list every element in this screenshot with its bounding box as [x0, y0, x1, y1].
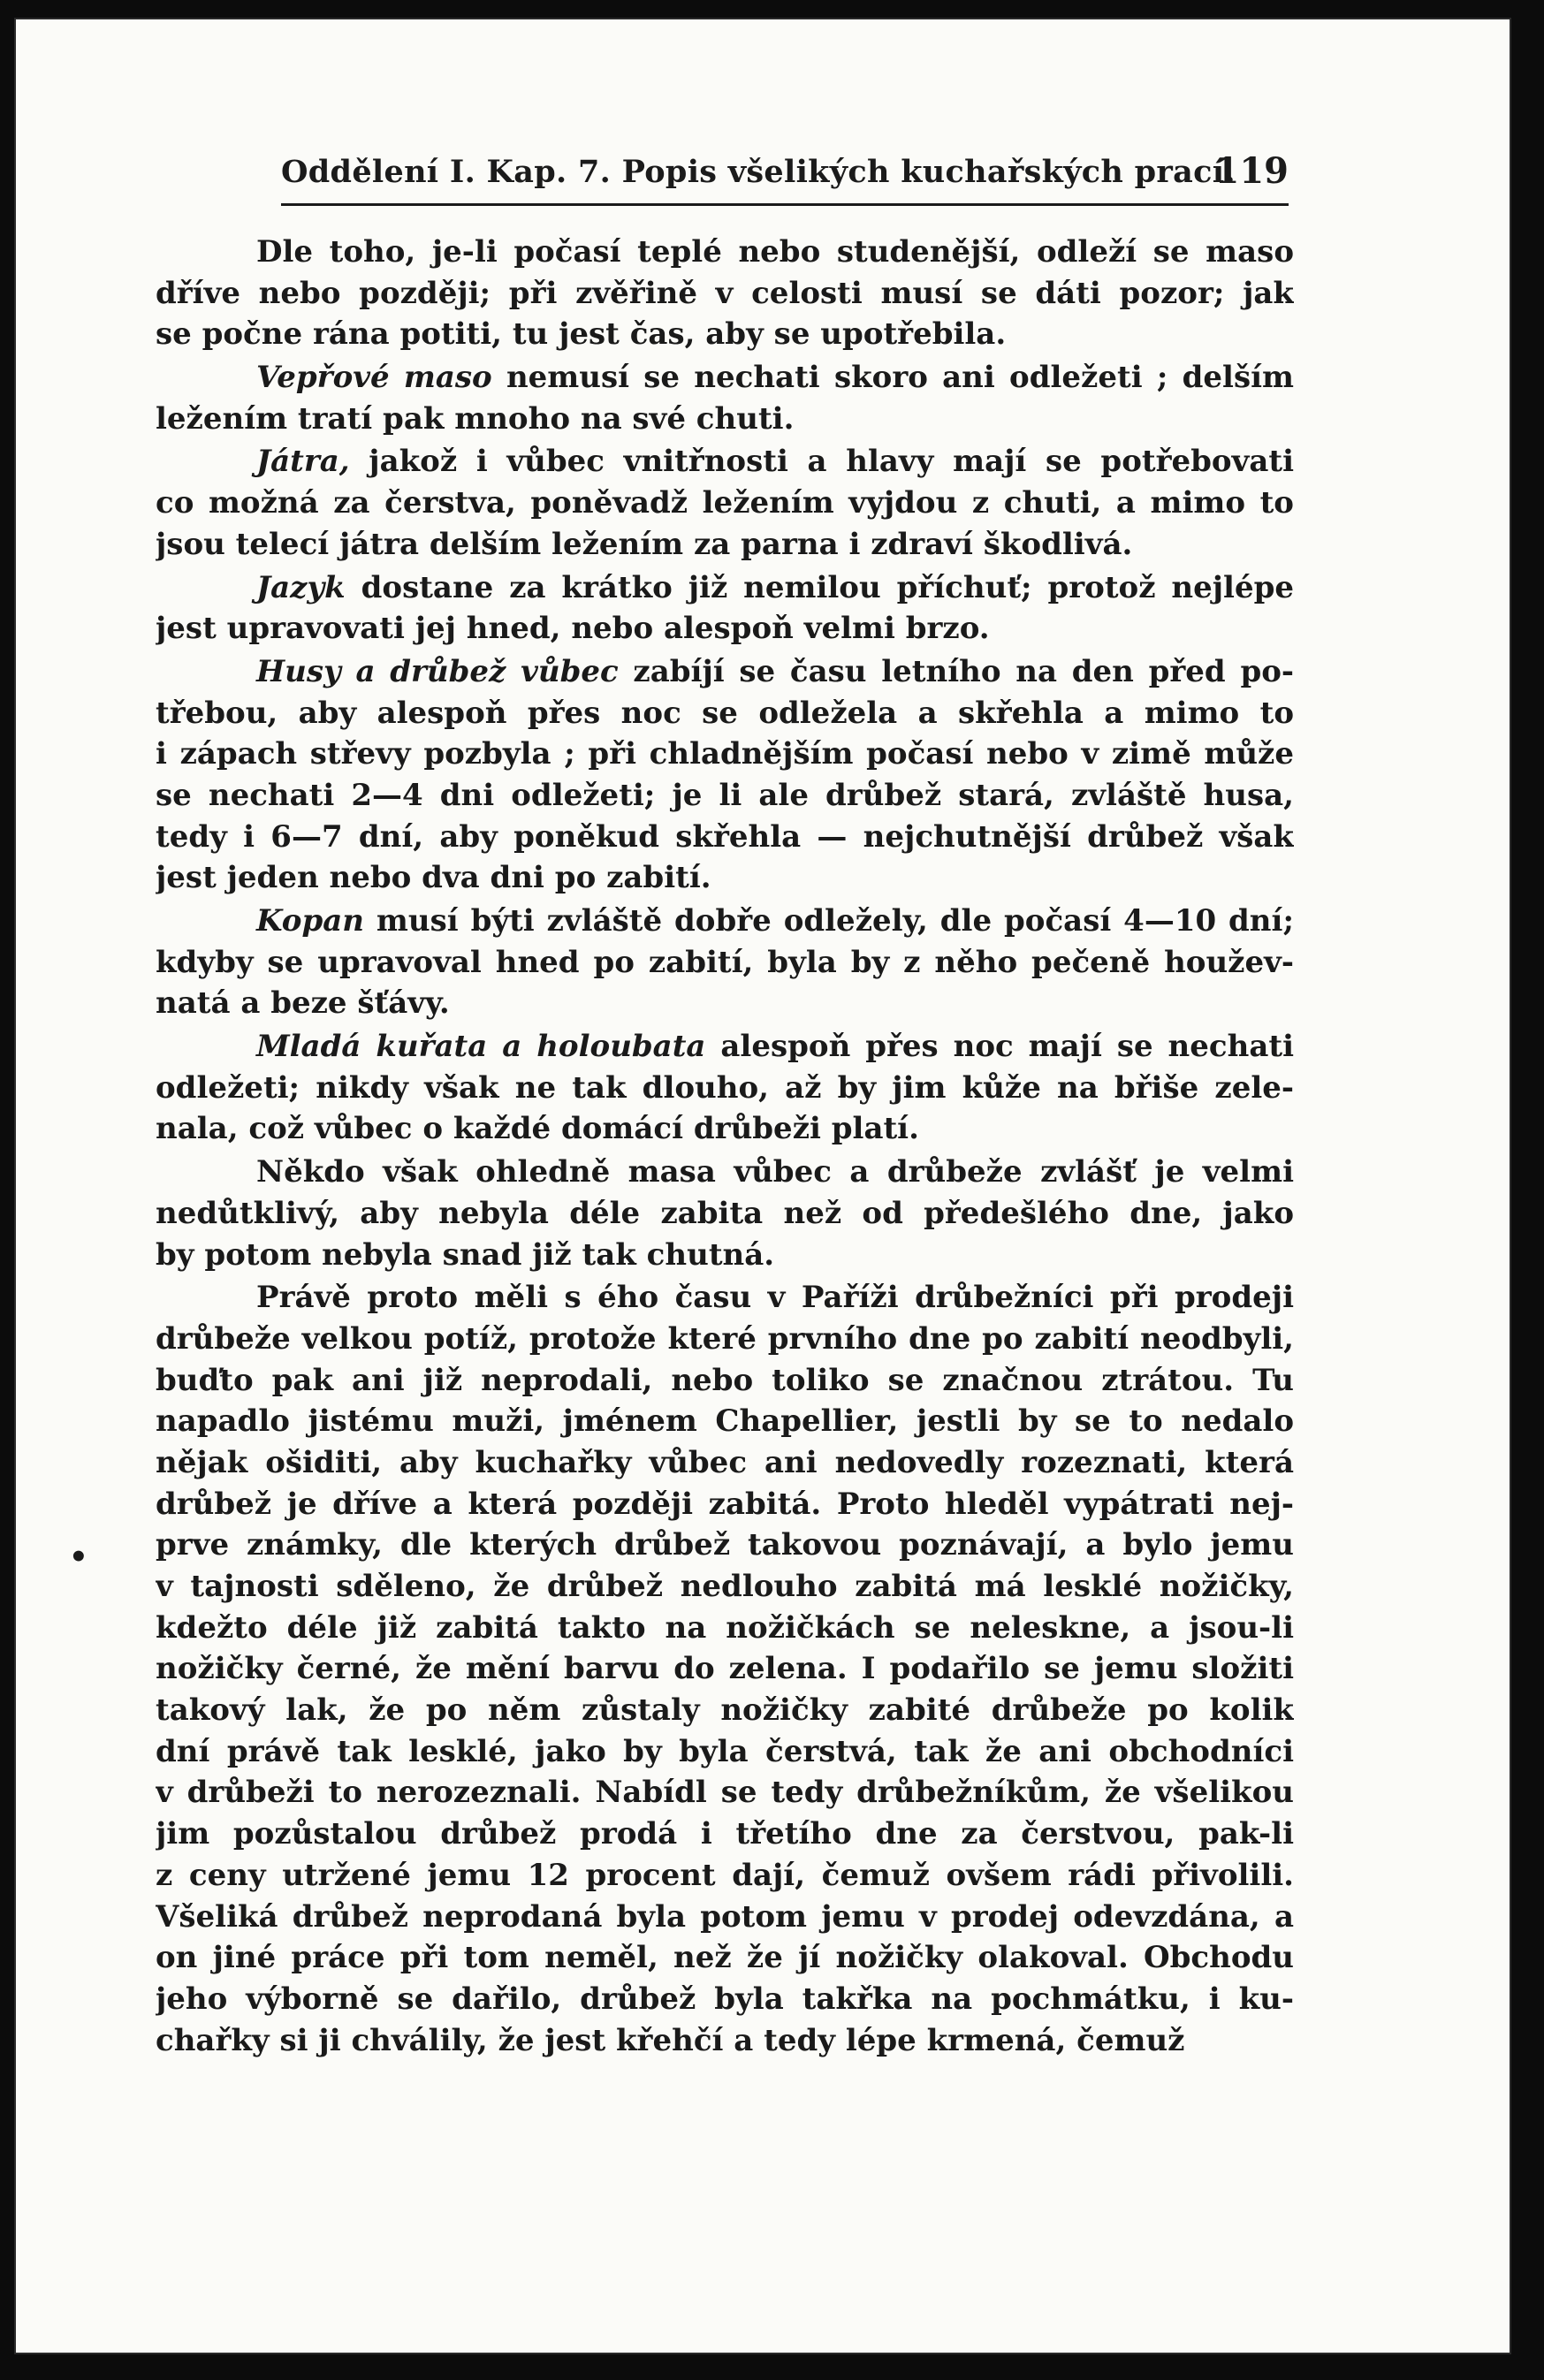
text-line — [156, 1979, 1294, 2020]
line-text: zabíjí se času letního na den před po- — [618, 653, 1294, 689]
text-line — [156, 1814, 1294, 1855]
page-number: 119 — [1214, 150, 1289, 192]
line-text: i zápach střevy pozbyla ; při chladnějším počasí nebo v zimě může — [156, 736, 1294, 772]
line-text: nedůtklivý, aby nebyla déle zabita než od předešlého dne, jako — [156, 1195, 1294, 1231]
text-line — [156, 1235, 1294, 1276]
paragraph-lead: Jazyk — [256, 569, 346, 605]
text-line — [156, 1108, 1294, 1150]
text-line — [156, 441, 1294, 483]
line-text: jim pozůstalou drůbež prodá i třetího dne za čerstvou, pak-li — [156, 1816, 1294, 1852]
text-line — [156, 524, 1294, 566]
text-line — [156, 1026, 1294, 1068]
text-line — [156, 1360, 1294, 1402]
text-line — [156, 232, 1294, 273]
line-text: drůbež je dříve a která později zabitá. Proto hleděl vypátrati nej- — [156, 1486, 1294, 1522]
line-text: jsou telecí játra delším ležením za parna i zdraví škodlivá. — [156, 526, 1133, 562]
running-title: Oddělení I. Kap. 7. Popis všelikých kuchařských prací. — [281, 154, 1236, 190]
line-text: kdežto déle již zabitá takto na nožičkách se neleskne, a jsou-li — [156, 1609, 1294, 1646]
line-text: on jiné práce při tom neměl, než že jí nožičky olakoval. Obchodu — [156, 1940, 1294, 1976]
text-line — [156, 1277, 1294, 1319]
line-text: tedy i 6—7 dní, aby poněkud skřehla — nejchutnější drůbež však — [156, 818, 1294, 855]
line-text: Právě proto měli s ého času v Paříži drůbežníci při prodeji — [256, 1280, 1294, 1316]
paragraph — [156, 357, 1294, 439]
line-text: nemusí se nechati skoro ani odležeti ; delším — [491, 360, 1294, 396]
text-line — [156, 357, 1294, 399]
line-text: buďto pak ani již neprodali, nebo toliko se značnou ztrátou. Tu — [156, 1362, 1294, 1398]
text-line — [156, 1193, 1294, 1235]
paragraph-lead: Husy a drůbež vůbec — [256, 653, 619, 689]
text-line — [156, 901, 1294, 942]
line-text: odležeti; nikdy však ne tak dlouho, až by jim kůže na břiše zele- — [156, 1069, 1294, 1106]
paragraph — [156, 232, 1294, 355]
paragraph-lead: Játra, — [256, 444, 350, 480]
line-text: se nechati 2—4 dni odležeti; je li ale drůbež stará, zvláště husa, — [156, 777, 1294, 813]
line-text: musí býti zvláště dobře odležely, dle počasí 4—10 dní; — [364, 903, 1294, 939]
text-line — [156, 399, 1294, 440]
text-line — [156, 1855, 1294, 1897]
paragraph-lead: Mladá kuřata a holoubata — [256, 1029, 706, 1065]
line-text: napadlo jistému muži, jménem Chapellier, jestli by se to nedalo — [156, 1403, 1294, 1440]
line-text: nějak ošiditi, aby kuchařky vůbec ani nedovedly rozeznati, která — [156, 1444, 1294, 1480]
text-line — [156, 1566, 1294, 1608]
text-line — [156, 1442, 1294, 1484]
paragraph — [156, 1277, 1294, 2061]
paragraph — [156, 441, 1294, 565]
text-line — [156, 734, 1294, 775]
text-line — [156, 651, 1294, 693]
text-line — [156, 1152, 1294, 1193]
paragraph — [156, 901, 1294, 1024]
text-line — [156, 1401, 1294, 1442]
text-line — [156, 1525, 1294, 1566]
line-text: dostane za krátko již nemilou příchuť; protož nejlépe — [345, 569, 1294, 605]
text-line — [156, 693, 1294, 734]
running-header — [281, 150, 1289, 206]
line-text: z ceny utržené jemu 12 procent dají, čemuž ovšem rádi přivolili. — [156, 1857, 1294, 1893]
text-line — [156, 1648, 1294, 1690]
text-line — [156, 1068, 1294, 1109]
line-text: v tajnosti sděleno, že drůbež nedlouho zabitá má lesklé nožičky, — [156, 1569, 1294, 1604]
text-line — [156, 983, 1294, 1024]
text-line — [156, 1772, 1294, 1814]
text-line — [156, 567, 1294, 609]
text-line — [156, 314, 1294, 355]
text-line — [156, 1484, 1294, 1525]
text-line — [156, 817, 1294, 858]
line-text: ležením tratí pak mnoho na své chuti. — [156, 400, 795, 437]
line-text: v drůbeži to nerozeznali. Nabídl se tedy drůbežníkům, že všelikou — [156, 1775, 1294, 1811]
text-line — [156, 775, 1294, 817]
paragraph — [156, 567, 1294, 650]
line-text: jeho výborně se dařilo, drůbež byla takřka na pochmátku, i ku- — [156, 1981, 1294, 2017]
paragraph-lead: Kopan — [256, 903, 365, 939]
line-text: kdyby se upravoval hned po zabití, byla by z něho pečeně houžev- — [156, 944, 1294, 980]
body-text — [156, 232, 1294, 2063]
text-line — [156, 1608, 1294, 1649]
paragraph — [156, 1026, 1294, 1150]
paragraph — [156, 1152, 1294, 1275]
text-line — [156, 1731, 1294, 1773]
line-text: drůbeže velkou potíž, protože které prvního dne po zabití neodbyli, — [156, 1320, 1294, 1357]
line-text: alespoň přes noc mají se nechati — [705, 1029, 1294, 1065]
text-line — [156, 2020, 1294, 2062]
line-text: co možná za čerstva, poněvadž ležením vyjdou z chuti, a mimo to — [156, 485, 1294, 521]
line-text: nala, což vůbec o každé domácí drůbeži platí. — [156, 1111, 919, 1147]
text-line — [156, 1937, 1294, 1979]
text-line — [156, 857, 1294, 899]
line-text: dní právě tak lesklé, jako by byla čerstvá, tak že ani obchodníci — [156, 1733, 1294, 1769]
text-line — [156, 273, 1294, 315]
text-line — [156, 1319, 1294, 1360]
line-text: jakož i vůbec vnitřnosti a hlavy mají se potřebovati — [349, 444, 1294, 480]
line-text: se počne rána potiti, tu jest čas, aby se upotřebila. — [156, 316, 1007, 353]
line-text: Dle toho, je-li počasí teplé nebo studenější, odleží se maso — [256, 234, 1294, 270]
line-text: Všeliká drůbež neprodaná byla potom jemu v prodej odevzdána, a — [156, 1898, 1294, 1935]
text-line — [156, 942, 1294, 984]
line-text: Někdo však ohledně masa vůbec a drůbeže zvlášť je velmi — [256, 1154, 1294, 1190]
line-text: chařky si ji chválily, že jest křehčí a tedy lépe krmená, čemuž — [156, 2022, 1185, 2058]
line-text: by potom nebyla snad již tak chutná. — [156, 1236, 775, 1273]
text-line — [156, 1897, 1294, 1938]
text-line — [156, 483, 1294, 524]
line-text: natá a beze šťávy. — [156, 985, 450, 1022]
line-text: nožičky černé, že mění barvu do zelena. I podařilo se jemu složiti — [156, 1651, 1294, 1687]
text-line — [156, 608, 1294, 650]
paragraph-lead: Vepřové maso — [256, 360, 492, 396]
line-text: dříve nebo později; při zvěřině v celosti musí se dáti pozor; jak — [156, 275, 1294, 311]
line-text: jest jeden nebo dva dni po zabití. — [156, 860, 711, 896]
line-text: prve známky, dle kterých drůbež takovou poznávají, a bylo jemu — [156, 1527, 1294, 1563]
book-page — [16, 19, 1510, 2353]
line-text: jest upravovati jej hned, nebo alespoň velmi brzo. — [156, 611, 990, 647]
paragraph — [156, 651, 1294, 899]
line-text: takový lak, že po něm zůstaly nožičky zabité drůbeže po kolik — [156, 1692, 1294, 1729]
text-line — [156, 1690, 1294, 1731]
margin-bullet: • — [69, 1540, 88, 1575]
line-text: třebou, aby alespoň přes noc se odležela a skřehla a mimo to — [156, 695, 1294, 731]
